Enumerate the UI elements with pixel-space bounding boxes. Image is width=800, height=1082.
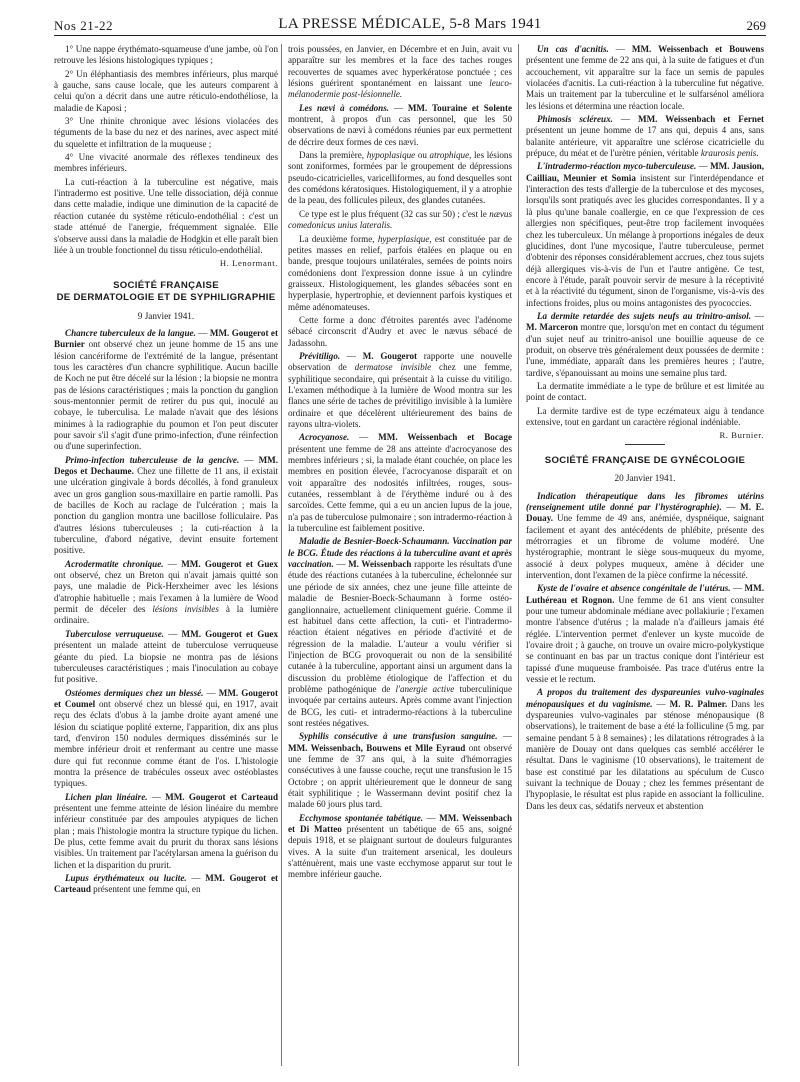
paragraph: Dans la première, hypoplasique ou atrophique, les lésions sont zoniformes, formées par le groupement de dépressions pseudo-cicatricielles, varicelliformes, au fond desquelles sont des comédons kératosiques. Histologiquement, il y a atrophie de la peau, des follicules pileux, des glandes cutanées. xyxy=(288,150,512,206)
report-authors: MM. Luthéreau et Rognon. xyxy=(526,583,764,605)
paragraph: Ce type est le plus fréquent (32 cas sur 50) ; c'est le nævus comedonicus unius lateralis. xyxy=(288,208,512,231)
report-entry: Syphilis consécutive à une transfusion sanguine. — MM. Weissenbach, Bouwens et Mlle Eyraud ont observé une femme de 37 ans qui, à la suite d'hémorragies consécutives à une fausse couche, reçut une transfusion le 15 Octobre ; on apprit ultérieurement que le donneur de sang était syphilitique ; le Wassermann devint positif chez la malade 60 jours plus tard. xyxy=(288,731,512,810)
report-entry: Prévitiligo. — M. Gougerot rapporte une nouvelle observation de dermatose invisible chez une femme, syphilitique secondaire, qui présentait à la cuisse du vitiligo. L'examen méthodique à la lumière de Wood montra sur les flancs une série de taches de prévitiligo invisible à la lumière ordinaire et que décelèrent ultérieurement des bains de rayons ultra-violets. xyxy=(288,350,512,429)
signature: R. Burnier. xyxy=(719,430,764,441)
list-item: 4° Une vivacité anormale des réflexes tendineux des membres inférieurs. xyxy=(54,152,278,174)
report-title: La dermite retardée des sujets neufs au trinitro-anisol. xyxy=(537,310,752,321)
report-entry: Un cas d'acnitis. — MM. Weissenbach et Bouwens présentent une femme de 22 ans qui, à la suite de fatigues et d'un accouchement, vit apparaître sur la face un semis de papules violacées d'acnitis. La cuti-réaction à la tuberculine fut négative. Mais un traitement par la tuberculine et le sulfarsénol améliora les lésions et détermina une réaction locale. xyxy=(526,44,764,111)
header-rule xyxy=(54,35,766,36)
column-1 xyxy=(54,44,278,1074)
column-2 xyxy=(288,44,512,1074)
report-entry: Maladie de Besnier-Boeck-Schaumann. Vaccination par le BCG. Étude des réactions à la tuberculine avant et après vaccination. — M. Weissenbach rapporte les résultats d'une étude des réactions cutanées à la tuberculine, échelonnée sur une période de six années, chez une jeune fille atteinte de maladie de Besnier-Boeck-Schaumann à forme ostéo-ganglionnaire, actuellement cliniquement guérie. Comme il est habituel dans cette affection, la cuti- et l'intradermo-réaction étaient négatives en période d'activité et de régression de la maladie. L'auteur a voulu vérifier si l'injection de BCG provoquerait ou non de la sensibilité cutanée à la tuberculine, apportant ainsi un argument dans la discussion du problème étiologique de l'affection et du problème pathogénique de l'anergie active tuberculinique invoquée par certains auteurs. Après comme avant l'injection de BCG, les cuti- et intradermo-réactions à la tuberculine sont restées négatives. xyxy=(288,536,512,728)
report-entry: Indication thérapeutique dans les fibromes utérins (renseignement utile donné par l'hystérographie). — M. E. Douay. Une femme de 49 ans, anémiée, dyspnéique, saignant facilement et ayant des antécédents de phlébite, présente des métrorragies et un fibrome de volume modéré. Une hystérographie, montrant le siège sous-muqueux du myome, associé à deux polypes muqueux, amène à décider une intervention, dont l'examen de la pièce confirme la nécessité. xyxy=(526,490,764,580)
report-authors: MM. Gougerot et Carteaud xyxy=(54,873,278,895)
paragraph: Cette forme a donc d'étroites parentés avec l'adénome sébacé circonscrit d'Audry et avec le nævus sébacé de Jadassohn. xyxy=(288,314,512,348)
report-authors: MM. Weissenbach et Di Matteo xyxy=(288,812,512,835)
report-title: Prévitiligo. xyxy=(299,350,341,361)
section-heading: SOCIÉTÉ FRANÇAISE DE GYNÉCOLOGIE xyxy=(544,454,746,466)
report-title: Ostéomes dermiques chez un blessé. xyxy=(65,687,204,698)
report-authors: MM. Jausion, Cailliau, Meunier et Somia xyxy=(526,161,764,183)
section-rule xyxy=(625,444,665,445)
report-authors: M. E. Douay. xyxy=(526,501,764,524)
report-authors: M. Gougerot xyxy=(362,350,418,361)
report-entry: Ecchymose spontanée tabétique. — MM. Weissenbach et Di Matteo présentent un tabétique de 65 ans, soigné depuis 1918, et se plaignant surtout de douleurs fulgurantes vives. A la suite d'un traitement arsenical, les douleurs s'atténuèrent, mais une vaste ecchymose apparut sur tout le membre inférieur gauche. xyxy=(288,812,512,880)
list-item: 3° Une rhinite chronique avec lésions violacées des téguments de la base du nez et des narines, avec aspect mité du squelette et infiltration de la muqueuse ; xyxy=(54,116,278,149)
report-authors: MM. Gougerot et Coumel xyxy=(54,687,278,709)
report-title: Lupus érythémateux ou lucite. xyxy=(65,873,187,884)
signature: H. Lenormant. xyxy=(219,258,278,269)
report-authors: MM. Degos et Dechaume. xyxy=(54,454,278,476)
report-entry: Kyste de l'ovaire et absence congénitale de l'utérus. — MM. Luthéreau et Rognon. Une femme de 61 ans vient consulter pour une tumeur abdominale médiane avec pollakiurie ; l'examen montre l'absence d'utérus ; la malade n'a d'ailleurs jamais été réglée. L'intervention permet d'enlever un kyste mucoïde de l'ovaire droit ; à gauche, on trouve un ovaire micro-polykystique se continuant en bas par un tractus conique dont l'intérieur est tapissé d'une muqueuse framboisée. Pas trace d'utérus entre la vessie et le rectum. xyxy=(526,583,764,685)
report-title: L'intradermo-réaction myco-tuberculeuse. xyxy=(537,161,697,172)
report-entry: Ostéomes dermiques chez un blessé. — MM. Gougerot et Coumel ont observé chez un blessé qui, en 1917, avait reçu des éclats d'obus à la jambe droite ayant amené une lésion du sciatique poplité externe, l'apparition, dix ans plus tard, d'environ 150 nodules dermiques disséminés sur le membre inférieur droit et renfermant au centre une masse dure qui fut reconnue comme étant de l'os. L'histologie montra la présence de trabécules osseux avec ostéoblastes typiques. xyxy=(54,687,278,789)
issue-number: Nos 21-22 xyxy=(54,18,114,33)
report-title: Primo-infection tuberculeuse de la gencive. xyxy=(65,454,240,465)
report-title: Syphilis consécutive à une transfusion sanguine. xyxy=(299,731,498,742)
report-authors: MM. Gougerot et Carteaud xyxy=(165,791,278,802)
report-authors: MM. Weissenbach et Fernet xyxy=(637,114,764,125)
report-entry: L'intradermo-réaction myco-tuberculeuse. — MM. Jausion, Cailliau, Meunier et Somia insistent sur l'interdépendance et l'interaction des tests d'allergie de la tuberculose et des mycoses, lorsqu'ils sont pratiqués avec les glucides correspondantes. Il y a là plus qu'une banale coallergie, en ce que l'expression de ces allergies non spécifiques, peut-être trop facilement invoquées chez les tuberculeux. Un mélange à proportions inégales de deux glucidines, dont l'une mycosique, l'autre tuberculeuse, permet d'obtenir des réponses considérablement accrues, chez tous sujets déjà allergiques vis-à-vis de l'un et l'autre antigène. Ce test, encore à l'étude, paraît pouvoir servir de mesure à la réceptivité et à la réactivité du tégument, sinon de l'organisme, vis-à-vis des infections froides, plus ou moins antagonistes des pyococcies. xyxy=(526,161,764,308)
section-date: 20 Janvier 1941. xyxy=(614,473,676,484)
journal-title: LA PRESSE MÉDICALE, 5-8 Mars 1941 xyxy=(278,16,542,32)
report-title: Les nævi à comédons. xyxy=(299,102,390,113)
report-authors: MM. Gougerot et Burnier xyxy=(54,327,278,350)
report-title: Lichen plan linéaire. xyxy=(65,791,148,802)
column-3 xyxy=(526,44,764,1074)
list-item: 2° Un éléphantiasis des membres inférieurs, plus marqué à gauche, sans cause locale, que les auteurs comparent à celui qu'on a décrit dans une autre réticulo-endothéliose, la maladie de Kaposi ; xyxy=(54,68,278,113)
section-heading: SOCIÉTÉ FRANÇAISE DE DERMATOLOGIE ET DE SYPHILIGRAPHIE xyxy=(56,279,276,304)
report-title: Phimosis scléreux. xyxy=(537,114,613,125)
report-authors: M. R. Palmer. xyxy=(669,698,728,709)
report-authors: MM. Gougerot et Guex xyxy=(181,558,278,569)
list-item: 1° Une nappe érythémato-squameuse d'une jambe, où l'on retrouve les lésions histologiques typiques ; xyxy=(54,44,278,66)
report-authors: M. Weissenbach xyxy=(348,559,412,570)
report-authors: MM. Touraine et Solente xyxy=(407,102,512,113)
paragraph: trois poussées, en Janvier, en Décembre et en Juin, avait vu apparaître sur les membres et la face des taches rouges recouvertes de squames avec hyperkératose ponctuée ; ces lésions guérirent spontanément en laissant une leuco-mélanodermie post-lésionnelle. xyxy=(288,44,512,100)
report-title: Acrodermatite chronique. xyxy=(65,558,164,569)
report-title: Acrocyanose. xyxy=(299,432,350,443)
paragraph: La cuti-réaction à la tuberculine est négative, mais l'intradermo est positive. Une telle dissociation, déjà connue dans cette maladie, indique une diminution de la capacité de réaction cutanée du système réticulo-endothélial : c'est un stade atténué de l'anergie, fréquemment signalée. Elle s'observe aussi dans la maladie de Hodgkin et elle paraît bien liée à un trouble fonctionnel du tissu réticulo-endothélial. xyxy=(54,176,278,255)
report-entry: Primo-infection tuberculeuse de la gencive. — MM. Degos et Dechaume. Chez une fillette de 11 ans, il existait une ulcération gingivale à bords décollés, à fond granuleux avec un gros ganglion sous-maxillaire en partie ramolli. Pas de bacilles de Koch au raclage de l'ulcération ; mais la ponction du ganglion montra une bacillose folliculaire. Pas d'autres lésions tuberculeuses ; la cuti-réaction à la tuberculine, d'abord négative, devint ensuite fortement positive. xyxy=(54,454,278,556)
report-title: Indication thérapeutique dans les fibromes utérins (renseignement utile donné par l'hystérographie). xyxy=(526,490,764,512)
paragraph: La dermatite immédiate a le type de brûlure et est limitée au point de contact. xyxy=(526,380,764,403)
report-entry: Lichen plan linéaire. — MM. Gougerot et Carteaud présentent une femme atteinte de lésion linéaire du membre inférieur constituée par des ampoules atypiques de lichen plan ; mais l'histologie montra la structure typique du lichen. De plus, cette femme avait du prurit du thorax sans lésions visibles. Un traitement par l'acétylarsan amena la guérison du lichen et la disparition du prurit. xyxy=(54,791,278,870)
report-authors: MM. Weissenbach et Bocage xyxy=(378,432,512,443)
report-authors: M. Marceron xyxy=(526,322,578,333)
report-entry: Acrodermatite chronique. — MM. Gougerot et Guex ont observé, chez un Breton qui n'avait jamais quitté son pays, une maladie de Pick-Herxheimer avec les lésions d'atrophie habituelle ; mais l'examen à la lumière de Wood permit de déceler des lésions invisibles à la lumière ordinaire. xyxy=(54,558,278,626)
report-authors: MM. Weissenbach, Bouwens et Mlle Eyraud xyxy=(288,742,466,753)
column-divider xyxy=(518,44,519,1066)
report-authors: MM. Weissenbach et Bouwens xyxy=(631,44,764,54)
paragraph: La deuxième forme, hyperplasique, est constituée par de petites masses en relief, parfois étalées en plaque ou en bande, presque toujours unilatérales, semées de points noirs comédoniens dont l'expression donne issue à un cylindre graisseux. Histologiquement, les glandes sébacées sont en hyperplasie, hypertrophie, et deviennent parfois kystiques et même adénomateuses. xyxy=(288,233,512,312)
report-title: Ecchymose spontanée tabétique. xyxy=(299,812,424,823)
report-entry: Les nævi à comédons. — MM. Touraine et Solente montrent, à propos d'un cas personnel, que les 50 observations de nævi à comédons réunies par eux permettent de décrire deux formes de ces nævi. xyxy=(288,102,512,147)
report-authors: MM. Gougerot et Guex xyxy=(181,628,278,639)
column-divider xyxy=(281,44,282,1066)
report-title: Kyste de l'ovaire et absence congénitale de l'utérus. xyxy=(537,583,731,594)
report-entry: A propos du traitement des dyspareunies vulvo-vaginales ménopausiques et du vaginisme. — M. R. Palmer. Dans les dyspareunies vulvo-vaginales par sténose ménopausique (8 observations), le traitement de base a été la folliculine (5 mg. par semaine pendant 5 à 8 semaines) ; les dilatations rétrogrades à la manière de Douay ont dans quelques cas semblé accélérer le résultat. Dans le vaginisme (10 observations), le traitement de base est constitué par les dilatations au spéculum de Cusco suivant la technique de Douay ; chez les femmes présentant de l'hypoplasie, le résultat est plus rapide en associant la folliculine. Dans les deux cas, sédatifs nerveux et abstention xyxy=(526,687,764,811)
report-title: Tuberculose verruqueuse. xyxy=(65,628,165,639)
report-title: Chancre tuberculeux de la langue. xyxy=(65,327,196,338)
page-number: 269 xyxy=(746,18,766,33)
report-entry: Acrocyanose. — MM. Weissenbach et Bocage présentent une femme de 28 ans atteinte d'acrocyanose des membres inférieurs ; si, la malade étant couchée, on place les membres en position élevée, l'acrocyanose disparaît et on voit apparaître des nodosités infiltrées, rouges, sous-cutanées, ressemblant à de l'érythème induré ou à des sarcoïdes. Cette femme, qui a eu un ancien lupus de la joue, n'a pas de tuberculose pulmonaire ; son intradermo-réaction à la tuberculine est faiblement positive. xyxy=(288,432,512,534)
report-entry: La dermite retardée des sujets neufs au trinitro-anisol. — M. Marceron montre que, lorsqu'on met en contact du tégument d'un sujet neuf au trinitro-anisol une bouillie aqueuse de ce produit, on observe très généralement deux poussées de dermite : l'une, immédiate, apparaît dans les premières heures ; l'autre, tardive, s'épanouissant au moins une semaine plus tard. xyxy=(526,310,764,378)
page-header xyxy=(54,14,766,34)
report-entry: Phimosis scléreux. — MM. Weissenbach et Fernet présentent un jeune homme de 17 ans qui, depuis 4 ans, sans balanite antérieure, vit apparaître une sclérose cicatricielle du prépuce, du méat et de l'urètre pénien, véritable kraurosis penis. xyxy=(526,114,764,159)
section-date: 9 Janvier 1941. xyxy=(137,310,195,321)
paragraph: La dermite tardive est de type eczémateux aigu à tendance extensive, tout en gardant un caractère régional indéniable. xyxy=(526,405,764,427)
report-entry: Lupus érythémateux ou lucite. — MM. Gougerot et Carteaud présentent une femme qui, en xyxy=(54,873,278,895)
report-entry: Tuberculose verruqueuse. — MM. Gougerot et Guex présentent un malade atteint de tuberculose verruqueuse géante du pied. La biopsie ne montra pas de lésions tuberculeuses caractéristiques ; mais l'inoculation au cobaye fut positive. xyxy=(54,628,278,685)
report-title: A propos du traitement des dyspareunies vulvo-vaginales ménopausiques et du vaginisme. xyxy=(526,687,764,709)
report-entry: Chancre tuberculeux de la langue. — MM. Gougerot et Burnier ont observé chez un jeune homme de 15 ans une lésion cancériforme de l'extrémité de la langue, présentant tous les caractères d'un chancre syphilitique. Aucun bacille de Koch ne put être décelé sur la lésion ; la biopsie ne montra pas de lésions caractéristiques ; mais la ponction du ganglion sous-mentonnier permit de retirer du pus qui, inoculé au cobaye, le tuberculisa. Le malade n'avait que des lésions minimes à la radiographie du poumon et l'on peut discuter pour savoir s'il s'agit d'une primo-infection, d'une réinfection ou d'une superinfection. xyxy=(54,327,278,452)
report-title: Un cas d'acnitis. xyxy=(537,44,609,54)
report-title: Maladie de Besnier-Boeck-Schaumann. Vaccination par le BCG. Étude des réactions à la tuberculine avant et après vaccination. xyxy=(288,536,512,570)
